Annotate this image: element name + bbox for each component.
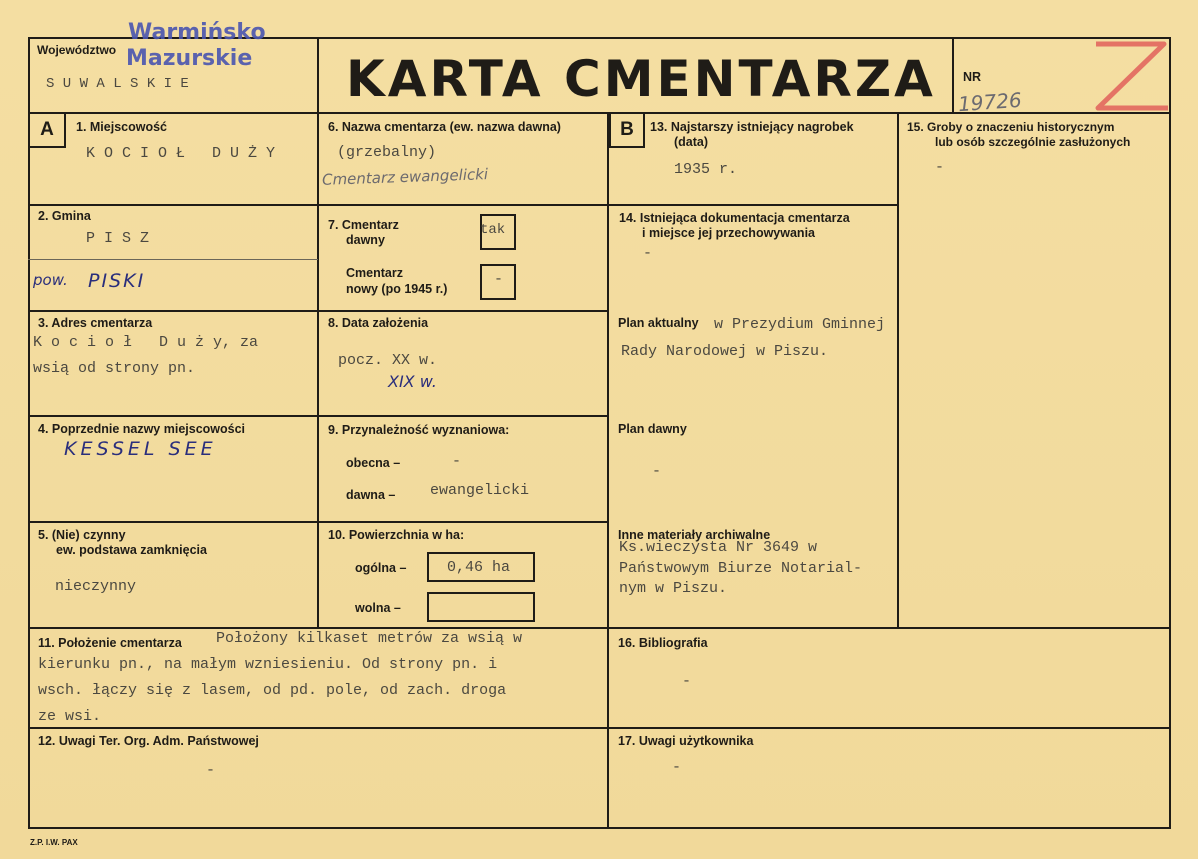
f15-value: - xyxy=(935,159,945,176)
f16-value: - xyxy=(682,673,692,690)
f7-value: tak xyxy=(480,222,506,238)
plan-aktualny-label: Plan aktualny xyxy=(618,316,699,330)
f10-ogolna-label: ogólna – xyxy=(355,561,407,575)
f6-label: 6. Nazwa cmentarza (ew. nazwa dawna) xyxy=(328,120,561,134)
f10-label: 10. Powierzchnia w ha: xyxy=(328,528,465,542)
inne-line1: Ks.wieczysta Nr 3649 w xyxy=(619,539,818,556)
f9-obecna-label: obecna – xyxy=(346,456,401,470)
f11-value-line3: wsch. łączy się z lasem, od pd. pole, od zach. droga xyxy=(38,682,507,699)
inne-line2: Państwowym Biurze Notarial- xyxy=(619,560,863,577)
f2-hand-prefix: pow. xyxy=(33,271,68,289)
plan-dawny-value: - xyxy=(652,463,662,480)
f7-label-line1: 7. Cmentarz xyxy=(328,218,399,232)
row-line-3 xyxy=(28,415,608,417)
f6-value: (grzebalny) xyxy=(337,144,437,161)
nr-label: NR xyxy=(963,70,982,84)
f7b-value: - xyxy=(494,271,504,288)
page-title: KARTA CMENTARZA xyxy=(346,50,936,108)
plan-aktualny-line2: Rady Narodowej w Piszu. xyxy=(621,343,829,360)
f5-label-line2: ew. podstawa zamknięcia xyxy=(56,543,207,557)
f5-value: nieczynny xyxy=(55,578,137,595)
f11-value-line2: kierunku pn., na małym wzniesieniu. Od strony pn. i xyxy=(38,656,498,673)
f12-label: 12. Uwagi Ter. Org. Adm. Państwowej xyxy=(38,734,259,748)
f3-value-line2: wsią od strony pn. xyxy=(33,360,196,377)
row-line-11 xyxy=(28,727,1171,729)
frame-bottom xyxy=(28,827,1171,829)
f2-hand-value: PISKI xyxy=(88,270,146,292)
f1-value: K O C I O Ł D U Ż Y xyxy=(86,145,276,162)
header-v1 xyxy=(317,37,319,627)
f9-obecna-value: - xyxy=(452,453,462,470)
f13-label-line2: (data) xyxy=(674,135,709,149)
row-line-2 xyxy=(28,310,608,312)
header-v2 xyxy=(952,37,954,114)
wojewodztwo-label: Województwo xyxy=(37,43,117,57)
inne-line3: nym w Piszu. xyxy=(619,580,728,597)
mid-row-line-1 xyxy=(608,204,898,206)
inne-label: Inne materiały archiwalne xyxy=(618,528,771,542)
f10-wolna-label: wolna – xyxy=(355,601,401,615)
f14-value: - xyxy=(643,245,653,262)
f7-label-line2: dawny xyxy=(346,233,385,247)
f15-label-line1: 15. Groby o znaczeniu historycznym xyxy=(907,120,1115,134)
f14-label-line1: 14. Istniejąca dokumentacja cmentarza xyxy=(619,211,850,225)
f9-dawna-value: ewangelicki xyxy=(430,482,530,499)
row-line-gmina-inner xyxy=(28,259,318,260)
col-v-ab xyxy=(607,112,609,829)
f2-label: 2. Gmina xyxy=(38,209,91,223)
voivodeship-stamp xyxy=(120,20,266,72)
frame-right xyxy=(1169,37,1171,829)
f6-hand-value: Cmentarz ewangelicki xyxy=(321,165,489,189)
frame-left xyxy=(28,37,30,829)
f9-dawna-label: dawna – xyxy=(346,488,396,502)
f12-value: - xyxy=(206,762,216,779)
f17-value: - xyxy=(672,759,682,776)
f15-label-line2: lub osób szczególnie zasłużonych xyxy=(935,135,1131,149)
section-a-letter: A xyxy=(30,114,66,148)
typed-wojewodztwo: S U W A L S K I E xyxy=(46,76,189,92)
row-line-4 xyxy=(28,521,608,523)
f5-label-line1: 5. (Nie) czynny xyxy=(38,528,126,542)
nr-value: 19726 xyxy=(957,87,1023,117)
f1-label: 1. Miejscowość xyxy=(76,120,168,134)
f16-label: 16. Bibliografia xyxy=(618,636,708,650)
f7b-label-line2: nowy (po 1945 r.) xyxy=(346,282,448,296)
f8-label: 8. Data założenia xyxy=(328,316,429,330)
f8-hand-value: XIX w. xyxy=(388,372,437,391)
stamp-line-2: Mazurskie xyxy=(126,46,253,71)
f3-value-line1: K o c i o ł D u ż y, za xyxy=(33,334,259,351)
row-line-1 xyxy=(28,204,608,206)
z-mark xyxy=(1088,38,1170,114)
f11-value-line1: Położony kilkaset metrów za wsią w xyxy=(216,630,523,647)
printer-mark: Z.P. I.W. PAX xyxy=(30,838,78,847)
f10-ogolna-value: 0,46 ha xyxy=(447,559,511,576)
f10-wolna-box xyxy=(427,592,535,622)
f4-hand-value: KESSEL SEE xyxy=(64,438,217,460)
f7b-label-line1: Cmentarz xyxy=(346,266,403,280)
plan-aktualny-line1: w Prezydium Gminnej xyxy=(714,316,886,333)
f9-label: 9. Przynależność wyznaniowa: xyxy=(328,423,510,437)
f17-label: 17. Uwagi użytkownika xyxy=(618,734,754,748)
section-b-letter: B xyxy=(609,114,645,148)
f2-value: P I S Z xyxy=(86,230,150,247)
f13-value: 1935 r. xyxy=(674,161,738,178)
plan-dawny-label: Plan dawny xyxy=(618,422,687,436)
stamp-line-1: Warmińsko xyxy=(128,20,266,45)
f11-value-line4: ze wsi. xyxy=(38,708,102,725)
f13-label-line1: 13. Najstarszy istniejący nagrobek xyxy=(650,120,854,134)
f3-label: 3. Adres cmentarza xyxy=(38,316,153,330)
f14-label-line2: i miejsce jej przechowywania xyxy=(642,226,815,240)
f4-label: 4. Poprzednie nazwy miejscowości xyxy=(38,422,246,436)
row-line-5 xyxy=(28,627,1171,629)
col-v-15 xyxy=(897,112,899,628)
f8-value: pocz. XX w. xyxy=(338,352,438,369)
f11-label: 11. Położenie cmentarza xyxy=(38,636,182,650)
